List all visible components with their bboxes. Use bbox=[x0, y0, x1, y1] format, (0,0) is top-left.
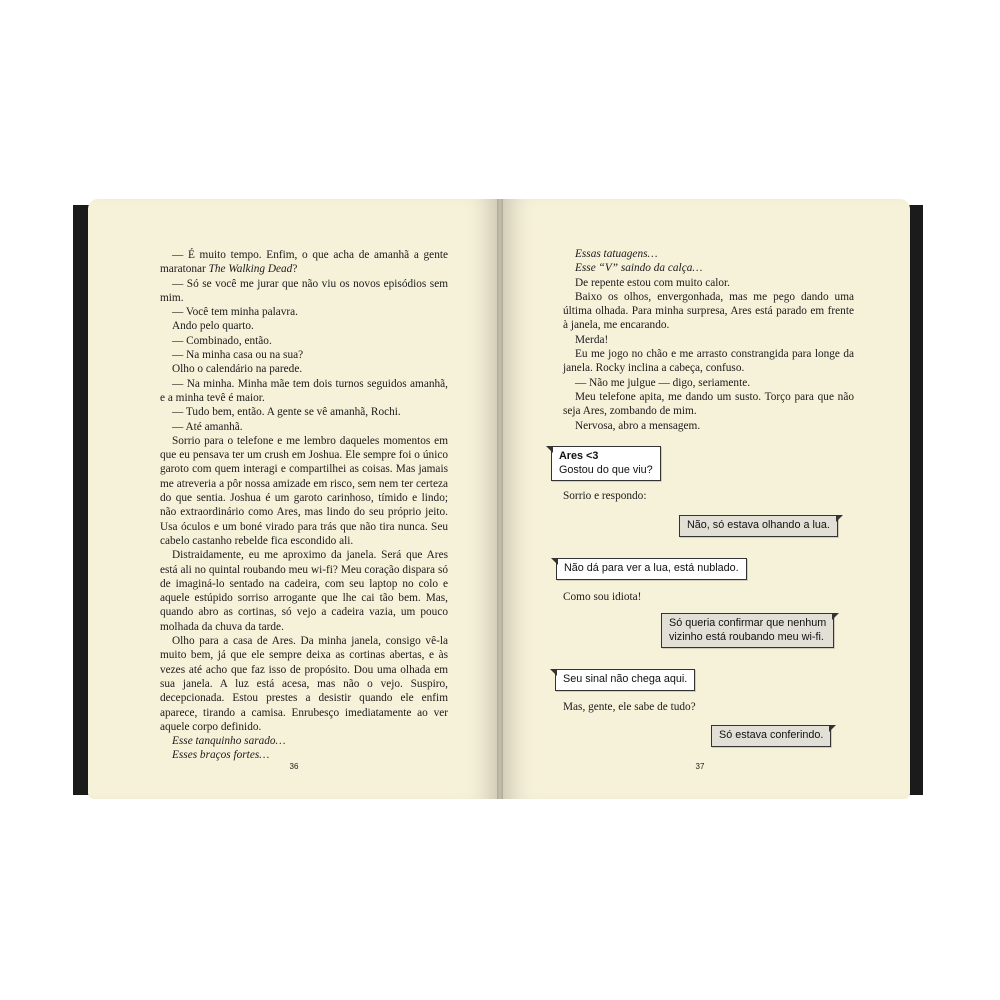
paragraph: Nervosa, abro a mensagem. bbox=[575, 419, 701, 432]
left-page bbox=[88, 199, 500, 799]
paragraph: — É muito tempo. Enfim, o que acha de amanhã a gente maratonar The Walking Dead? bbox=[160, 249, 448, 276]
bubble-tail bbox=[836, 515, 843, 522]
message-bubble-incoming bbox=[551, 446, 661, 481]
paragraph: Esse tanquinho sarado… bbox=[172, 735, 286, 748]
bubble-tail bbox=[550, 669, 557, 676]
paragraph: — Só se você me jurar que não viu os novos episódios sem mim. bbox=[160, 277, 448, 304]
message-text: vizinho está roubando meu wi-fi. bbox=[669, 630, 824, 643]
paragraph: Ando pelo quarto. bbox=[172, 320, 254, 333]
paragraph: Esses braços fortes… bbox=[172, 749, 270, 762]
paragraph: — Você tem minha palavra. bbox=[172, 306, 299, 319]
bubble-tail bbox=[829, 725, 836, 732]
paragraph: Merda! bbox=[575, 333, 609, 346]
message-text: Não, só estava olhando a lua. bbox=[687, 519, 830, 531]
message-sender: Ares <3 bbox=[559, 450, 599, 462]
page-number: 36 bbox=[289, 762, 299, 771]
paragraph: — Até amanhã. bbox=[172, 420, 243, 433]
bubble-tail bbox=[551, 558, 558, 565]
message-bubble-outgoing bbox=[711, 725, 831, 747]
paragraph: Olho para a casa de Ares. Da minha janela, consigo vê-la muito bem, já que ele sempre deixa as cortinas abertas, e às vezes até acho que faz isso de propósito. Dou uma olhada em sua janela. A luz está acesa, mas não o vejo. Suspiro, decepcionada. Estou prestes a desistir quando ele enfim aparece, tirando a camisa. Enrubesço imediatamente ao ver aquele corpo definido. bbox=[160, 635, 448, 733]
message-text: Só queria confirmar que nenhum bbox=[669, 617, 827, 629]
right-page bbox=[500, 199, 910, 799]
message-text: Seu sinal não chega aqui. bbox=[563, 673, 688, 685]
message-text: Não dá para ver a lua, está nublado. bbox=[564, 562, 739, 574]
paragraph: — Não me julgue — digo, seriamente. bbox=[575, 376, 751, 389]
narration: Mas, gente, ele sabe de tudo? bbox=[563, 701, 696, 713]
paragraph: — Tudo bem, então. A gente se vê amanhã, Rochi. bbox=[172, 406, 401, 419]
page-number: 37 bbox=[695, 762, 705, 771]
message-text: Gostou do que viu? bbox=[559, 463, 653, 476]
narration: Sorrio e respondo: bbox=[563, 490, 647, 502]
right-page-text bbox=[563, 247, 854, 433]
paragraph: Eu me jogo no chão e me arrasto constrangida para longe da janela. Rocky inclina a cabeça, confuso. bbox=[563, 348, 854, 375]
message-bubble-outgoing bbox=[679, 515, 838, 537]
paragraph: Distraidamente, eu me aproximo da janela. Será que Ares está ali no quintal roubando meu wi-fi? Meu coração dispara só de imaginá-lo sentado na cadeira, com seu laptop no colo e aquele estúpido sorriso arrogante que lhe cai tão bem. Mas, quando abro as cortinas, só vejo a cadeira vazia, um pouco molhada da chuva da tarde. bbox=[160, 549, 448, 633]
message-bubble-incoming bbox=[556, 558, 747, 580]
paragraph: Baixo os olhos, envergonhada, mas me pego dando uma última olhada. Para minha surpresa, Ares está parado em frente à janela, me encarando. bbox=[563, 290, 854, 332]
bubble-tail bbox=[832, 613, 839, 620]
narration: Como sou idiota! bbox=[563, 591, 642, 603]
bubble-tail bbox=[546, 446, 553, 453]
book-gutter bbox=[497, 199, 503, 799]
paragraph: Essas tatuagens… bbox=[575, 248, 658, 260]
paragraph: Olho o calendário na parede. bbox=[172, 363, 303, 376]
message-bubble-incoming bbox=[555, 669, 695, 691]
message-bubble-outgoing bbox=[661, 613, 834, 648]
paragraph: Meu telefone apita, me dando um susto. Torço para que não seja Ares, zombando de mim. bbox=[563, 390, 854, 418]
paragraph: — Na minha. Minha mãe tem dois turnos seguidos amanhã, e a minha tevê é maior. bbox=[160, 377, 448, 404]
paragraph: Sorrio para o telefone e me lembro daqueles momentos em que eu pensava ter um crush em Joshua. Ele sempre foi o único garoto com quem interagi e compartilhei as coisas. Mas jamais me atreveria a pôr nossa amizade em risco, sem nem ter certeza do que sentia. Joshua é um garoto carinhoso, tímido e lindo; não extraordinário como Ares, mas lindo do seu próprio jeito. Usa óculos e um boné virado para trás que não tira nunca. Seu cabelo castanho rebelde fica escondido ali. bbox=[160, 434, 448, 547]
left-page-text bbox=[160, 248, 448, 763]
message-text: Só estava conferindo. bbox=[719, 729, 824, 741]
paragraph: De repente estou com muito calor. bbox=[575, 276, 730, 289]
paragraph: Esse “V” saindo da calça… bbox=[575, 262, 703, 275]
paragraph: — Na minha casa ou na sua? bbox=[172, 349, 304, 362]
paragraph: — Combinado, então. bbox=[172, 334, 272, 347]
